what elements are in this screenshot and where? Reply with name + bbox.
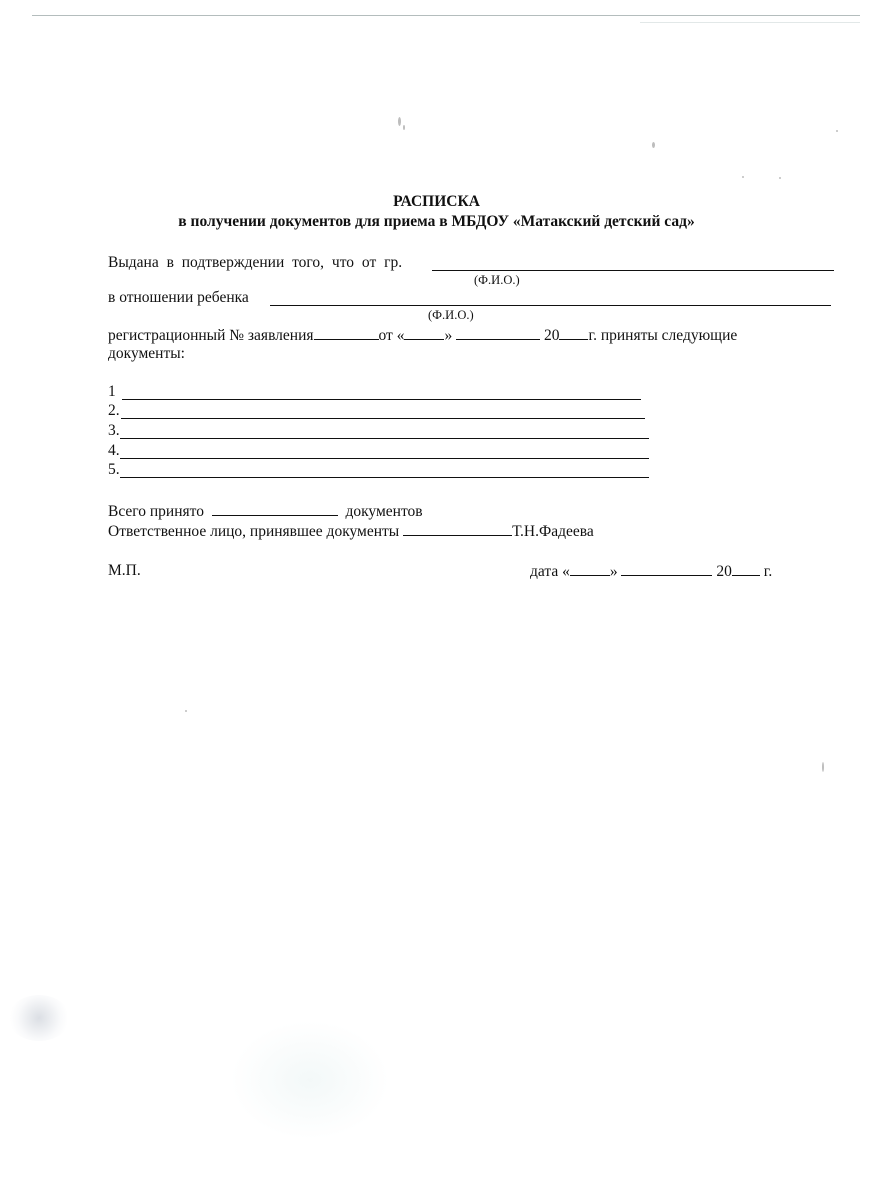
list-item-number: 4. — [108, 442, 120, 459]
date-year-prefix: 20 — [716, 563, 732, 580]
scan-speck — [779, 177, 781, 179]
date-year-suffix: г. — [763, 563, 773, 580]
reg-number-field[interactable] — [314, 326, 379, 340]
fio-caption-applicant: (Ф.И.О.) — [474, 273, 520, 287]
documents-word: документы: — [108, 345, 185, 362]
responsible-signature-field[interactable] — [403, 522, 512, 536]
list-item-field[interactable] — [120, 458, 649, 459]
quote-close: » — [444, 327, 453, 344]
reg-label: регистрационный № заявления — [108, 327, 314, 344]
child-prefix: в отношении ребенка — [108, 289, 249, 306]
list-item-field[interactable] — [122, 399, 641, 400]
scan-smudge — [8, 995, 70, 1041]
seal-label: М.П. — [108, 562, 141, 579]
scan-speck — [398, 117, 401, 126]
document-subtitle: в получении документов для приема в МБДОУ «Матакский детский сад» — [178, 213, 695, 230]
responsible-label: Ответственное лицо, принявшее документы — [108, 523, 400, 540]
date-line — [530, 562, 772, 581]
date-year-field[interactable] — [732, 562, 760, 576]
scan-bleed-through — [230, 1020, 390, 1140]
child-fio-field[interactable] — [270, 305, 831, 306]
total-line — [108, 502, 423, 521]
scan-speck — [742, 176, 744, 178]
scan-speck — [836, 130, 838, 132]
list-item-number: 2. — [108, 402, 120, 419]
total-count-field[interactable] — [212, 502, 338, 516]
scan-top-edge-line-faint — [640, 22, 860, 23]
responsible-line — [108, 522, 594, 541]
reg-month-field[interactable] — [456, 326, 540, 340]
year-prefix: 20 — [543, 327, 560, 344]
scan-top-edge-line — [32, 15, 860, 16]
list-item-field[interactable] — [120, 438, 649, 439]
list-item-field[interactable] — [120, 477, 649, 478]
total-label: Всего принято — [108, 503, 204, 520]
date-quote-close: » — [609, 563, 618, 580]
list-item-number: 5. — [108, 461, 120, 478]
list-item-number: 1 — [108, 383, 116, 400]
date-month-field[interactable] — [621, 562, 712, 576]
accepted-suffix: г. приняты следующие — [588, 327, 738, 344]
list-item-number: 3. — [108, 422, 120, 439]
ot-label: от « — [378, 327, 405, 344]
document-title: РАСПИСКА — [393, 193, 480, 210]
scan-speck — [822, 762, 824, 772]
fio-caption-child: (Ф.И.О.) — [428, 308, 474, 322]
reg-year-field[interactable] — [559, 326, 588, 340]
list-item-field[interactable] — [121, 418, 645, 419]
date-label: дата « — [530, 563, 570, 580]
date-day-field[interactable] — [570, 562, 610, 576]
scan-speck — [185, 710, 187, 712]
issued-prefix: Выдана в подтверждении того, что от гр. — [108, 254, 403, 271]
responsible-name: Т.Н.Фадеева — [512, 523, 594, 540]
reg-day-field[interactable] — [404, 326, 444, 340]
total-suffix: документов — [345, 503, 423, 520]
registration-line — [108, 326, 737, 345]
applicant-fio-field[interactable] — [432, 270, 834, 271]
scan-speck — [403, 125, 405, 130]
scan-speck — [652, 142, 655, 148]
